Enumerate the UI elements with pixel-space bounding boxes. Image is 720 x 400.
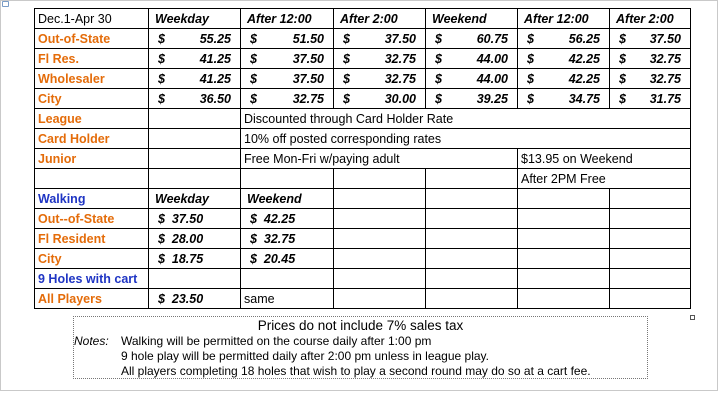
junior-weekend-text: $13.95 on Weekend — [518, 149, 691, 169]
price-cell: $ 39.25 — [435, 91, 508, 106]
notes-label: Notes: — [74, 334, 109, 348]
row-label: Fl Res. — [35, 49, 149, 69]
row-label: Fl Resident — [35, 229, 149, 249]
price-cell: $ 31.75 — [619, 91, 681, 106]
price-cell: $ 32.75 — [250, 91, 324, 106]
header-weekend-after-2: After 2:00 — [610, 9, 691, 29]
header-after-2: After 2:00 — [334, 9, 426, 29]
price-cell: $ 60.75 — [435, 31, 508, 46]
junior-label: Junior — [35, 149, 149, 169]
price-cell: $ 18.75 — [158, 251, 204, 266]
price-cell: $ 37.50 — [250, 51, 324, 66]
all-players-row — [35, 289, 691, 309]
price-cell: $ 34.75 — [527, 91, 600, 106]
price-cell: $ 37.50 — [343, 31, 416, 46]
price-cell: $ 42.25 — [527, 51, 600, 66]
price-cell: $ 37.50 — [158, 211, 204, 226]
price-cell: $ 41.25 — [158, 51, 231, 66]
all-players-label: All Players — [35, 289, 149, 309]
price-cell: $ 56.25 — [527, 31, 600, 46]
price-cell: $ 32.75 — [619, 51, 681, 66]
table-row — [35, 49, 691, 69]
walking-label: Walking — [35, 189, 149, 209]
table-row — [35, 209, 691, 229]
price-cell: $ 32.75 — [343, 51, 416, 66]
price-cell: $ 44.00 — [435, 51, 508, 66]
table-row — [35, 249, 691, 269]
junior-row — [35, 149, 691, 169]
table-row — [35, 69, 691, 89]
price-cell: $ 20.45 — [250, 251, 296, 266]
junior-text: Free Mon-Fri w/paying adult — [241, 149, 518, 169]
price-cell: $ 28.00 — [158, 231, 204, 246]
price-cell: $ 41.25 — [158, 71, 231, 86]
header-weekend-after-12: After 12:00 — [518, 9, 610, 29]
league-text: Discounted through Card Holder Rate — [241, 109, 691, 129]
price-cell: $ 32.75 — [250, 231, 296, 246]
note-line: Walking will be permitted on the course daily after 1:00 pm — [121, 334, 432, 348]
price-cell: $ 55.25 — [158, 31, 231, 46]
season-label: Dec.1-Apr 30 — [35, 9, 149, 29]
row-label: City — [35, 89, 149, 109]
rates-table — [34, 8, 691, 309]
resize-handle-icon[interactable] — [690, 315, 695, 320]
nine-holes-label: 9 Holes with cart — [35, 269, 149, 289]
price-cell: $ 42.25 — [527, 71, 600, 86]
walking-header-row — [35, 189, 691, 209]
league-label: League — [35, 109, 149, 129]
table-move-handle-icon[interactable] — [2, 1, 9, 7]
walking-header-weekend: Weekend — [241, 189, 334, 209]
price-cell: $ 23.50 — [158, 291, 204, 306]
junior-after-row — [35, 169, 691, 189]
table-row — [35, 89, 691, 109]
row-label: City — [35, 249, 149, 269]
header-row — [35, 9, 691, 29]
nine-holes-row — [35, 269, 691, 289]
price-cell: $ 30.00 — [343, 91, 416, 106]
header-after-12: After 12:00 — [241, 9, 334, 29]
note-line: 9 hole play will be permitted daily after 2:00 pm unless in league play. — [121, 349, 489, 363]
table-row — [35, 229, 691, 249]
row-label: Wholesaler — [35, 69, 149, 89]
tax-line: Prices do not include 7% sales tax — [257, 318, 464, 333]
notes-textbox[interactable] — [73, 316, 648, 379]
price-cell: $ 51.50 — [250, 31, 324, 46]
note-line: All players completing 18 holes that wish to play a second round may do so at a cart fee. — [121, 364, 591, 378]
table-row — [35, 29, 691, 49]
card-holder-row — [35, 129, 691, 149]
price-cell: $ 44.00 — [435, 71, 508, 86]
price-cell: $ 32.75 — [619, 71, 681, 86]
card-holder-text: 10% off posted corresponding rates — [241, 129, 691, 149]
price-cell: $ 42.25 — [250, 211, 296, 226]
header-weekend: Weekend — [426, 9, 518, 29]
league-row — [35, 109, 691, 129]
same-text: same — [241, 289, 334, 309]
junior-after-text: After 2PM Free — [518, 169, 691, 189]
header-weekday: Weekday — [149, 9, 241, 29]
walking-header-weekday: Weekday — [149, 189, 241, 209]
price-cell: $ 36.50 — [158, 91, 231, 106]
card-holder-label: Card Holder — [35, 129, 149, 149]
price-cell: $ 32.75 — [343, 71, 416, 86]
row-label: Out--of-State — [35, 209, 149, 229]
price-cell: $ 37.50 — [619, 31, 681, 46]
price-cell: $ 37.50 — [250, 71, 324, 86]
row-label: Out-of-State — [35, 29, 149, 49]
